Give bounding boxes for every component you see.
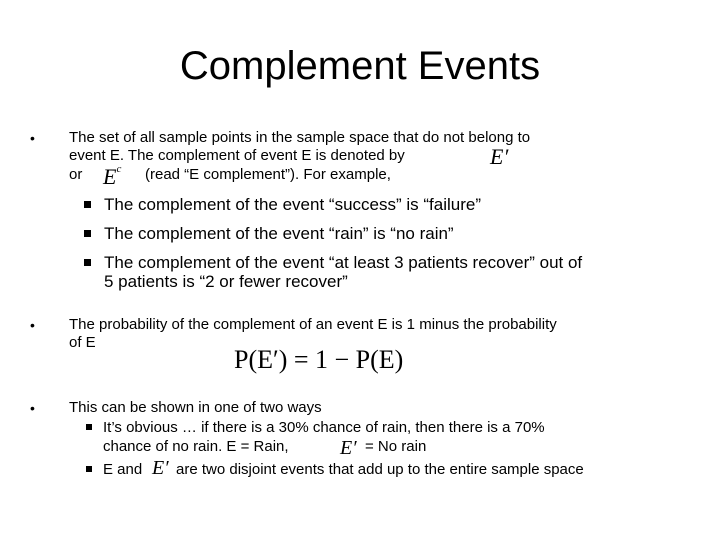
bullet1-line2: event E. The complement of event E is denoted by — [69, 147, 405, 164]
slide-title: Complement Events — [179, 44, 541, 88]
sub-bullet-success: The complement of the event “success” is “failure” — [104, 195, 481, 214]
square-bullet-icon — [86, 466, 92, 472]
e-prime-symbol: E′ — [490, 144, 509, 169]
bullet1-line3: (read “E complement”). For example, — [145, 166, 391, 183]
square-bullet-icon — [84, 201, 91, 208]
sub-bullet-obvious-line1: It’s obvious … if there is a 30% chance of rain, then there is a 70% — [103, 419, 545, 436]
bullet-marker: • — [30, 400, 35, 416]
complement-formula: P(E′) = 1 − P(E) — [234, 345, 404, 374]
sub-bullet-disjoint-start: E and — [103, 461, 143, 478]
bullet1-or: or — [69, 166, 83, 183]
bullet2-line1: The probability of the complement of an event E is 1 minus the probability — [69, 316, 557, 333]
sub-bullet-patients-line1: The complement of the event “at least 3 patients recover” out of — [104, 253, 583, 272]
e-prime-symbol: E′ — [340, 437, 357, 459]
sub-bullet-disjoint-rest: are two disjoint events that add up to the entire sample space — [176, 461, 584, 478]
square-bullet-icon — [84, 259, 91, 266]
bullet-marker: • — [30, 317, 35, 333]
bullet2-line2: of E — [69, 334, 96, 351]
e-prime-symbol: E′ — [152, 457, 169, 479]
square-bullet-icon — [86, 424, 92, 430]
bullet1-line1: The set of all sample points in the sample space that do not belong to — [69, 129, 531, 146]
bullet-marker: • — [30, 130, 35, 146]
bullet3-line1: This can be shown in one of two ways — [69, 399, 322, 416]
sub-bullet-obvious-line2: chance of no rain. E = Rain, — [103, 438, 289, 455]
square-bullet-icon — [84, 230, 91, 237]
e-complement-symbol: $E^c$ — [103, 163, 122, 189]
sub-bullet-rain: The complement of the event “rain” is “no rain” — [104, 224, 454, 243]
sub-bullet-patients-line2: 5 patients is “2 or fewer recover” — [104, 272, 348, 291]
sub-bullet-obvious-line2-end: = No rain — [365, 438, 427, 455]
